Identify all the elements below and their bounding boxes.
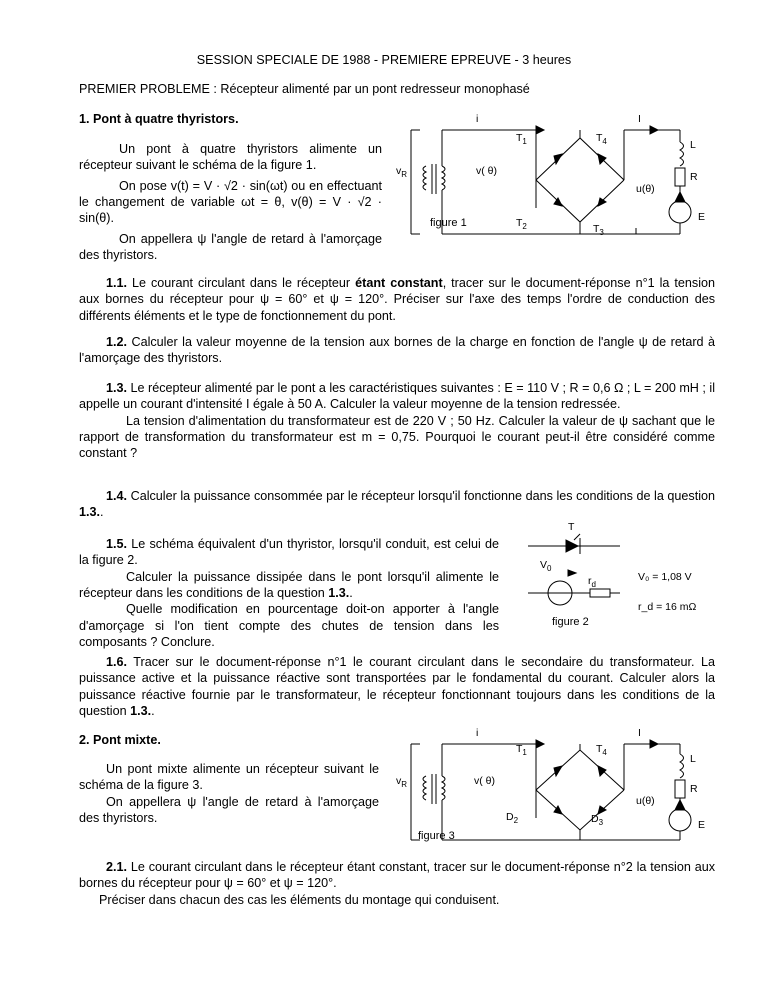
figure-2-circuit [520,518,720,633]
fig1-label-u: u(θ) [636,183,655,195]
section-1-intro [79,141,382,264]
fig3-label-R: R [690,783,698,795]
fig2-label-t: T [568,521,575,533]
fig1-label-t3: $T_3$ [593,223,604,237]
fig3-label-E: E [698,819,706,831]
fig3-label-I: I [638,727,641,739]
thyristor-t3-symbol [598,198,606,206]
fig1-label-i: i [476,113,479,125]
fig1-label-t1: $T_1$ [516,132,527,146]
question-1-1: 1.1. Le courant circulant dans le récepteur étant constant, tracer sur le document-réponse n°1 la tension aux bornes du récepteur pour ψ = 60° et ψ = 120°. Préciser sur l'axe des temps l'ordre de conduction des différents éléments et le type de fonctionnement du pont. [79,276,716,323]
thyristor-t4-symbol [598,766,606,776]
section-1-title: 1. Pont à quatre thyristors. [79,112,239,126]
thyristor-t2-symbol [554,198,562,206]
question-1-6: 1.6. Tracer sur le document-réponse n°1 le courant circulant dans le secondaire du transformateur. La puissance active et la puissance réactive sont transportées par le fondamental du courant. Calculer alors la puissance réactive fournie par le transformateur, le récepteur fonctionnant toujours dans les conditions de la question 1.3.. [79,655,715,719]
thyristor-t1-symbol [554,154,562,164]
fig3-label-v: v( θ) [474,775,495,787]
fig1-label-v: v( θ) [476,165,497,177]
fig1-label-vr: $v_R$ [396,165,408,179]
fig1-label-L: L [690,139,696,151]
question-1-3: 1.3. Le récepteur alimenté par le pont a les caractéristiques suivantes : E = 110 V ; R = 0,6 Ω ; L = 200 mH ; il appelle un courant d'intensité I égale à 50 A. Calculer la valeur moyenne de la tension redressée. La tension d'alimentation du transformateur est de 220 V ; 50 Hz. Calculer la valeur de ψ sachant que le rapport de transformation du transformateur est m = 0,75. Pourquoi le courant peut-il être considéré comme constant ? [79,381,715,461]
fig3-label-L: L [690,753,696,765]
figure-2-caption: figure 2 [552,616,589,628]
question-1-5: 1.5. Le schéma équivalent d'un thyristor, lorsqu'il conduit, est celui de la figure 2. Calculer la puissance dissipée dans le pont lorsqu'il alimente le récepteur dans les conditions de la question 1.3.. Quelle modification en pourcentage doit-on apporter à l'angle d'amorçage si l'on tient compte des chutes de tension dans les composants ? Conclure. [79,537,499,650]
section-2-title: 2. Pont mixte. [79,733,161,747]
page-header: SESSION SPECIALE DE 1988 - PREMIERE EPREUVE - 3 heures [196,53,572,67]
question-1-2: 1.2. Calculer la valeur moyenne de la tension aux bornes de la charge en fonction de l'angle ψ de retard à l'amorçage des thyristors. [79,335,715,366]
fig3-label-vr: $v_R$ [396,775,408,789]
fig2-label-rd: $r_d$ [588,575,596,589]
fig1-label-E: E [698,211,706,223]
fig3-label-d3: $D_3$ [591,813,604,827]
thyristor-t1-symbol [554,766,562,776]
fig1-label-t4: $T_4$ [596,132,607,146]
figure-1-caption: figure 1 [430,217,467,229]
intro-paragraph-3: On appellera ψ l'angle de retard à l'amorçage des thyristors. [79,231,382,263]
fig3-label-t4: $T_4$ [596,743,607,757]
figure-3-caption: figure 3 [418,830,455,842]
fig3-label-d2: $D_2$ [506,811,519,825]
fig3-label-t1: $T_1$ [516,743,527,757]
question-1-4: 1.4. Calculer la puissance consommée par le récepteur lorsqu'il fonctionne dans les conditions de la question 1.3.. [79,489,716,520]
question-2-1: 2.1. Le courant circulant dans le récepteur étant constant, tracer sur le document-réponse n°2 la tension aux bornes du récepteur pour ψ = 60° et ψ = 120°. Préciser dans chacun des cas les éléments du montage qui conduisent. [79,860,715,907]
fig2-label-v0: $V_0$ [540,559,552,573]
fig1-label-I: I [638,113,641,125]
fig2-value-v0: V₀ = 1,08 V [638,571,692,583]
intro-paragraph-2: On pose v(t) = V · √2 · sin(ωt) ou en effectuant le changement de variable ωt = θ, v(θ) = V · √2 · sin(θ). [79,178,382,226]
figure-1-circuit [388,108,728,238]
fig3-label-u: u(θ) [636,795,655,807]
problem-title: PREMIER PROBLEME : Récepteur alimenté par un pont redresseur monophasé [79,82,530,96]
fig3-label-i: i [476,727,479,739]
intro-paragraph-1: Un pont à quatre thyristors alimente un récepteur suivant le schéma de la figure 1. [79,142,382,173]
fig1-label-t2: $T_2$ [516,217,527,231]
figure-3-circuit [388,722,728,847]
fig1-label-R: R [690,171,698,183]
fig2-value-rd: r_d = 16 mΩ [638,601,697,613]
section-2-intro: Un pont mixte alimente un récepteur suivant le schéma de la figure 3. On appellera ψ l'angle de retard à l'amorçage des thyristors. [79,762,379,826]
thyristor-t4-symbol [598,154,606,164]
